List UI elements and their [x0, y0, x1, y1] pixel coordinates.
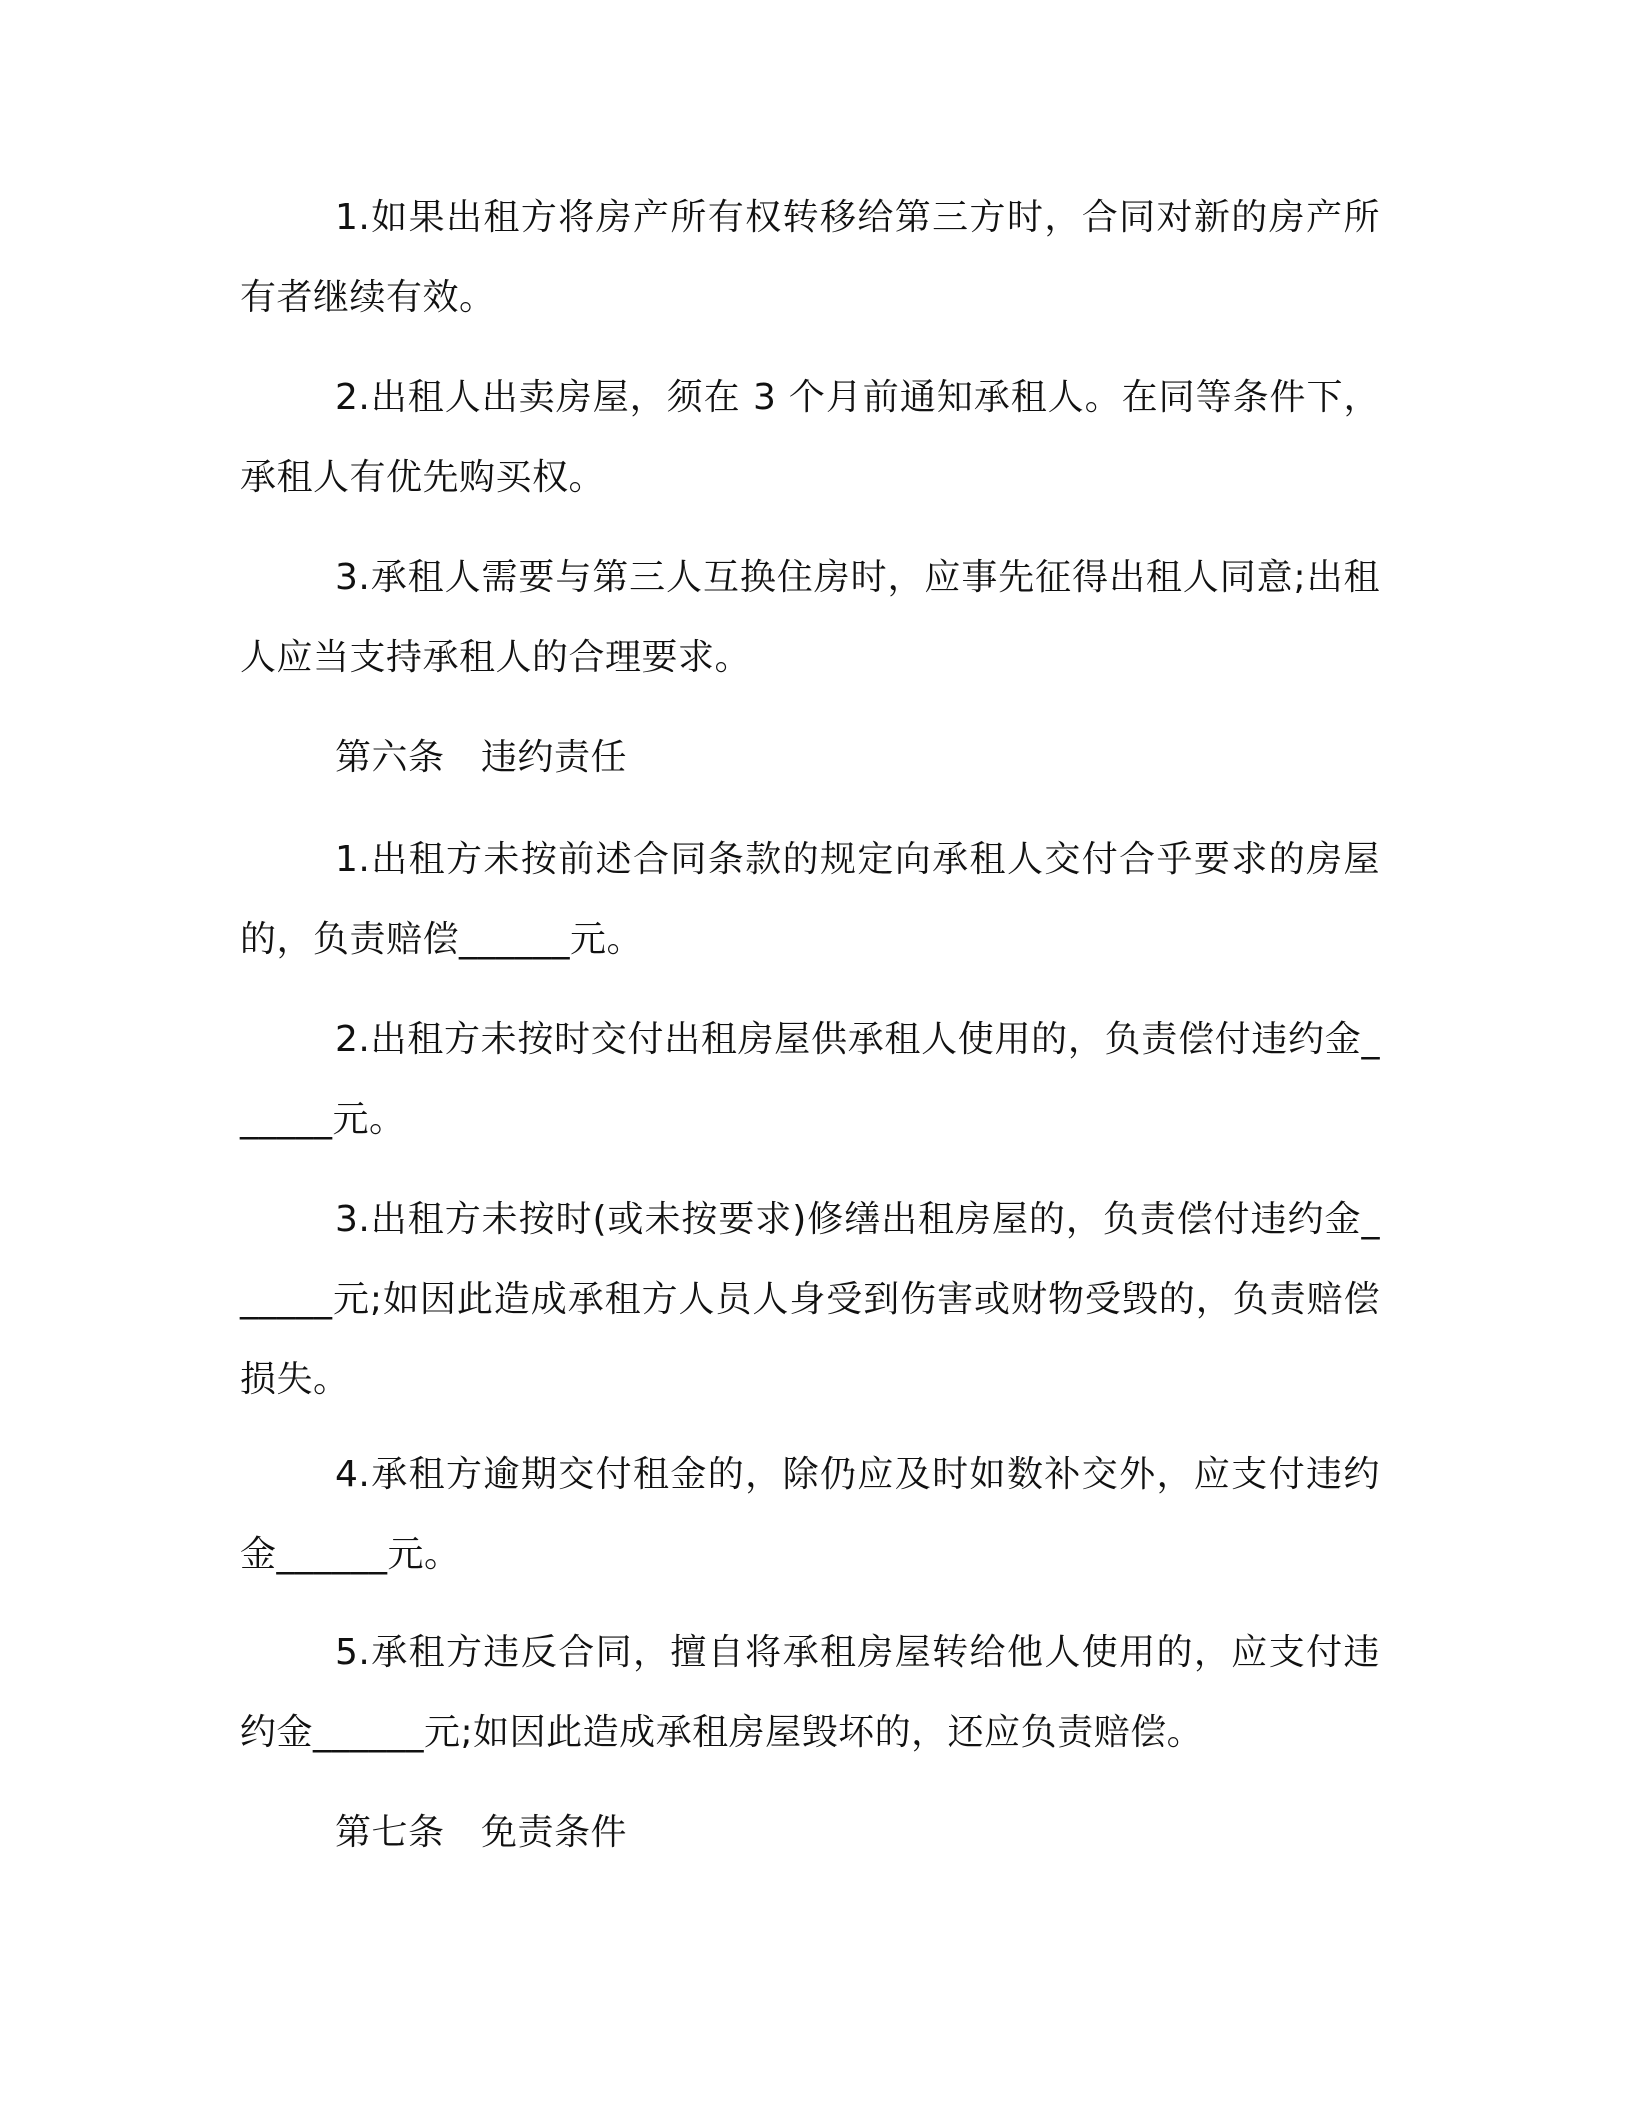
- paragraph-transfer-of-ownership: 1.如果出租方将房产所有权转移给第三方时，合同对新的房产所有者继续有效。: [240, 197, 1380, 318]
- paragraph-breach-4: 4.承租方逾期交付租金的，除仍应及时如数补交外，应支付违约金______元。: [240, 1454, 1380, 1575]
- paragraph-breach-2: 2.出租方未按时交付出租房屋供承租人使用的，负责偿付违约金______元。: [240, 1019, 1380, 1140]
- paragraph-breach-1: 1.出租方未按前述合同条款的规定向承租人交付合乎要求的房屋的，负责赔偿______元。: [240, 839, 1380, 960]
- paragraph-breach-3: 3.出租方未按时(或未按要求)修缮出租房屋的，负责偿付违约金______元;如因此造成承租方人员人身受到伤害或财物受毁的，负责赔偿损失。: [240, 1199, 1380, 1400]
- paragraph-sale-notice: 2.出租人出卖房屋，须在 3 个月前通知承租人。在同等条件下，承租人有优先购买权。: [240, 377, 1380, 498]
- paragraph-housing-exchange: 3.承租人需要与第三人互换住房时，应事先征得出租人同意;出租人应当支持承租人的合理要求。: [240, 557, 1380, 678]
- heading-article-7: 第七条 免责条件: [335, 1812, 628, 1853]
- heading-article-6: 第六条 违约责任: [335, 737, 628, 778]
- paragraph-breach-5: 5.承租方违反合同，擅自将承租房屋转给他人使用的，应支付违约金______元;如因此造成承租房屋毁坏的，还应负责赔偿。: [240, 1632, 1380, 1753]
